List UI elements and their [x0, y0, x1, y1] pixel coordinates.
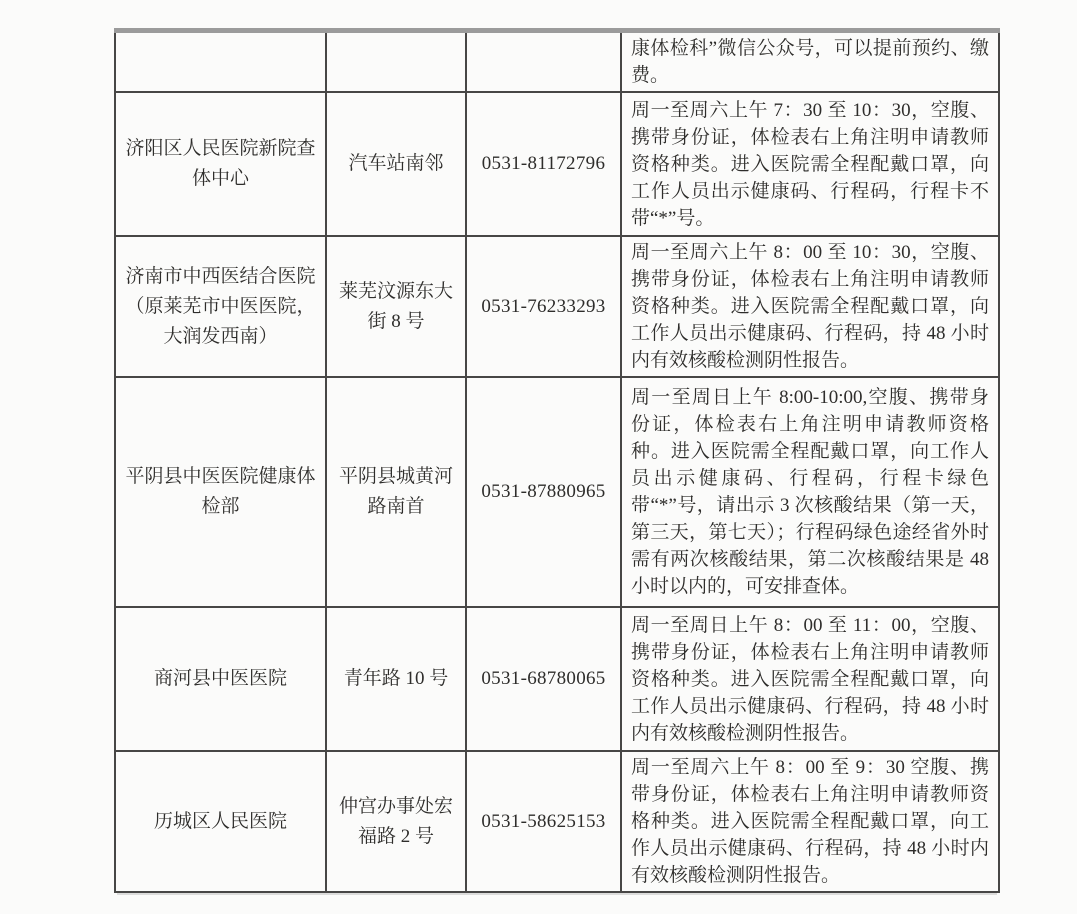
phone-cell: 0531-58625153 — [466, 751, 621, 892]
hospital-name-cell: 商河县中医医院 — [115, 607, 326, 751]
phone-cell — [466, 31, 621, 93]
phone-cell: 0531-68780065 — [466, 607, 621, 751]
table-row — [115, 607, 999, 751]
address-cell — [326, 31, 466, 93]
notes-cell: 周一至周六上午 8：00 至 9：30 空腹、携带身份证，体检表右上角注明申请教师资格种类。进入医院需全程配戴口罩，向工作人员出示健康码、行程码，持 48 小时内有效核酸检测阴性报告。 — [621, 751, 999, 892]
address-cell: 仲宫办事处宏福路 2 号 — [326, 751, 466, 892]
clinic-table — [114, 28, 1000, 893]
address-cell: 莱芜汶源东大街 8 号 — [326, 236, 466, 377]
phone-cell: 0531-81172796 — [466, 92, 621, 236]
notes-cell: 周一至周日上午 8:00-10:00,空腹、携带身份证，体检表右上角注明申请教师资格种。进入医院需全程配戴口罩，向工作人员出示健康码、行程码，行程卡绿色带“*”号，请出示 3 次核酸结果（第一天，第三天，第七天）；行程码绿色途经省外时需有两次核酸结果，第二次核酸结果是 48 小时以内的，可安排查体。 — [621, 377, 999, 607]
notes-cell: 周一至周日上午 8：00 至 11：00，空腹、携带身份证，体检表右上角注明申请教师资格种类。进入医院需全程配戴口罩，向工作人员出示健康码、行程码，持 48 小时内有效核酸检测阴性报告。 — [621, 607, 999, 751]
table-row — [115, 92, 999, 236]
hospital-name-cell — [115, 31, 326, 93]
phone-cell: 0531-76233293 — [466, 236, 621, 377]
notes-cell: 康体检科”微信公众号，可以提前预约、缴费。 — [621, 31, 999, 93]
table-row — [115, 377, 999, 607]
table-row — [115, 31, 999, 93]
hospital-name-cell: 平阴县中医医院健康体检部 — [115, 377, 326, 607]
notes-cell: 周一至周六上午 8：00 至 10：30，空腹、携带身份证，体检表右上角注明申请教师资格种类。进入医院需全程配戴口罩，向工作人员出示健康码、行程码，持 48 小时内有效核酸检测阴性报告。 — [621, 236, 999, 377]
hospital-name-cell: 济南市中西医结合医院（原莱芜市中医医院，大润发西南） — [115, 236, 326, 377]
hospital-name-cell: 历城区人民医院 — [115, 751, 326, 892]
notes-cell: 周一至周六上午 7：30 至 10：30，空腹、携带身份证，体检表右上角注明申请教师资格种类。进入医院需全程配戴口罩，向工作人员出示健康码、行程码，行程卡不带“*”号。 — [621, 92, 999, 236]
address-cell: 青年路 10 号 — [326, 607, 466, 751]
address-cell: 汽车站南邻 — [326, 92, 466, 236]
phone-cell: 0531-87880965 — [466, 377, 621, 607]
table-row — [115, 751, 999, 892]
address-cell: 平阴县城黄河路南首 — [326, 377, 466, 607]
hospital-name-cell: 济阳区人民医院新院查体中心 — [115, 92, 326, 236]
table-row — [115, 236, 999, 377]
